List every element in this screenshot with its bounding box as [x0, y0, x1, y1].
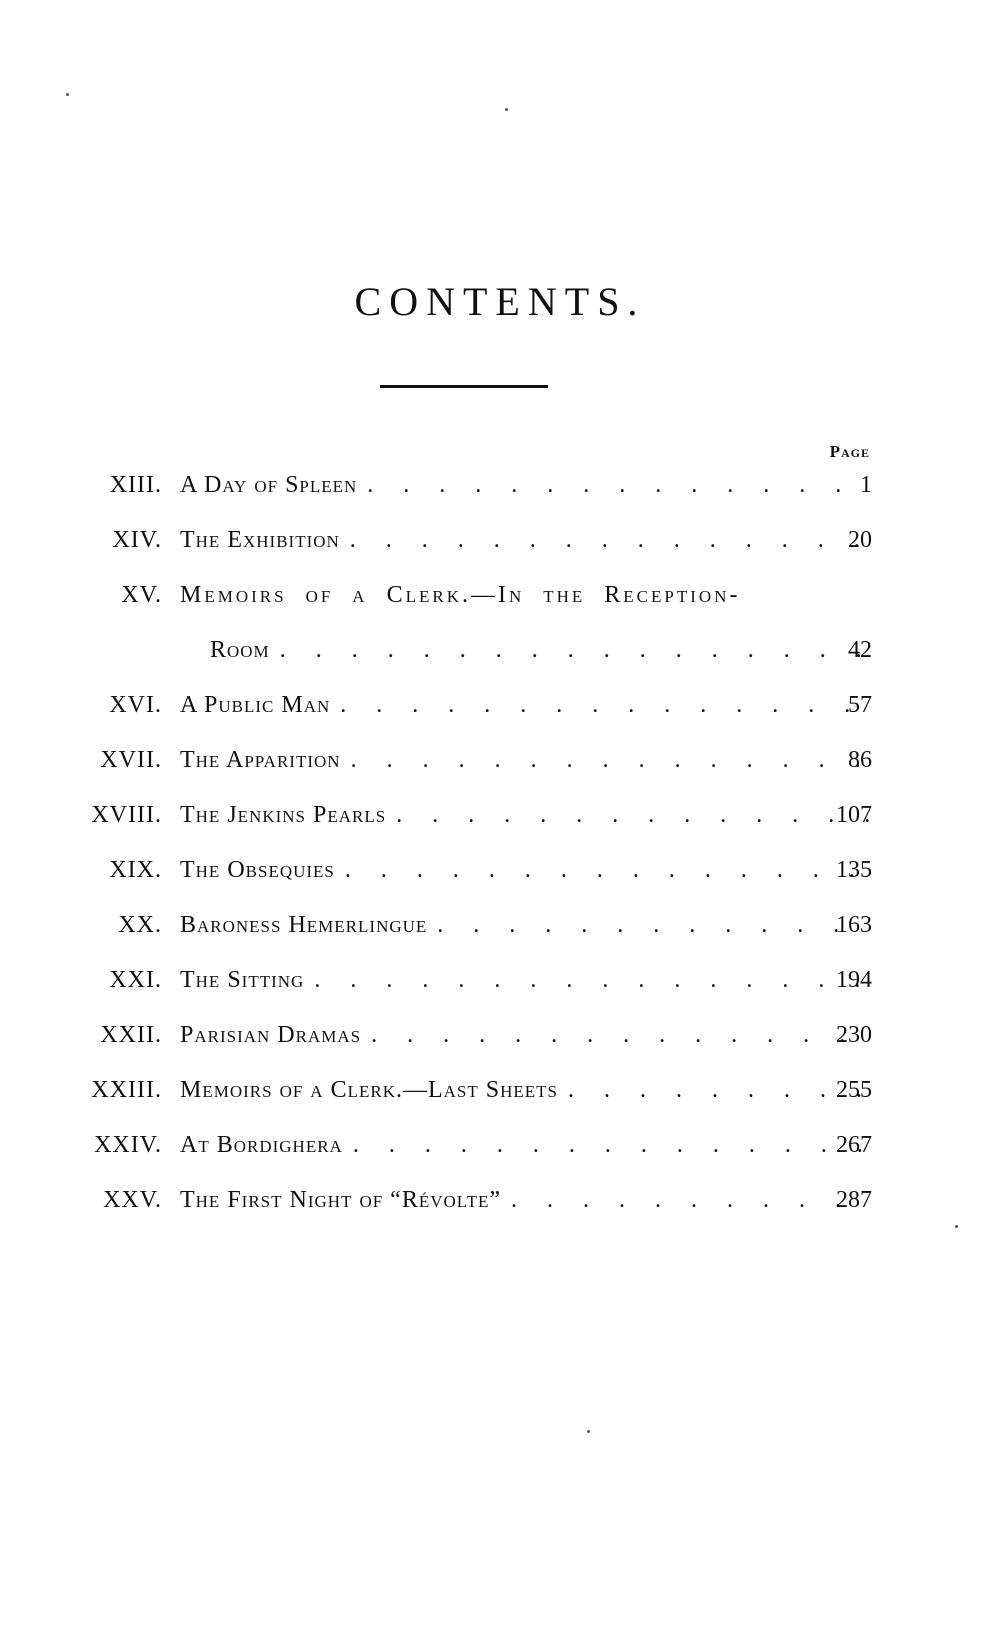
dot-leader: [280, 637, 870, 664]
dot-leader: [350, 527, 870, 554]
dot-leader: [371, 1022, 870, 1049]
table-of-contents: [0, 462, 1000, 1232]
toc-entry: [0, 957, 1000, 1012]
toc-entry: [0, 1012, 1000, 1067]
chapter-title: The Obsequies: [180, 857, 335, 883]
dot-leader: [396, 802, 870, 829]
chapter-title: The Apparition: [180, 747, 341, 773]
chapter-title: At Bordighera: [180, 1132, 343, 1158]
chapter-title: Memoirs of a Clerk.—Last Sheets: [180, 1077, 558, 1103]
chapter-number: XVII.: [100, 747, 162, 773]
dot-leader: [353, 1132, 870, 1159]
chapter-number: XIX.: [109, 857, 162, 883]
chapter-page: 230: [836, 1022, 872, 1048]
chapter-entry: [180, 1077, 870, 1104]
chapter-title: The Sitting: [180, 967, 305, 993]
chapter-entry: [180, 857, 870, 884]
chapter-page: 57: [848, 692, 872, 718]
chapter-entry: [180, 692, 870, 719]
dot-leader: [314, 967, 870, 994]
chapter-number: XV.: [121, 582, 162, 608]
paper-speck: [505, 108, 508, 111]
chapter-title: Parisian Dramas: [180, 1022, 362, 1048]
chapter-page: 1: [860, 472, 872, 498]
chapter-page: 86: [848, 747, 872, 773]
dot-leader: [351, 747, 870, 774]
chapter-entry: [180, 472, 870, 499]
toc-entry: [0, 1067, 1000, 1122]
chapter-title: Baroness Hemerlingue: [180, 912, 428, 938]
chapter-entry: [180, 912, 870, 939]
chapter-entry: [180, 1132, 870, 1159]
chapter-page: 107: [836, 802, 872, 828]
chapter-number: XXI.: [109, 967, 162, 993]
dot-leader: [340, 692, 870, 719]
chapter-number: XIV.: [112, 527, 162, 553]
chapter-title: The Exhibition: [180, 527, 340, 553]
chapter-entry: [210, 637, 870, 664]
paper-speck: [587, 1430, 590, 1433]
toc-entry: [0, 792, 1000, 847]
chapter-number: XVI.: [109, 692, 162, 718]
toc-entry: [0, 1122, 1000, 1177]
chapter-title: Memoirs of a Clerk.—In the Reception-: [180, 582, 741, 608]
toc-entry: [0, 462, 1000, 517]
chapter-title: The First Night of “Révolte”: [180, 1187, 502, 1213]
toc-entry: [0, 517, 1000, 572]
chapter-entry: [180, 747, 870, 774]
toc-entry-continued: [0, 627, 1000, 682]
chapter-page: 163: [836, 912, 872, 938]
chapter-title: A Public Man: [180, 692, 331, 718]
chapter-number: XXV.: [103, 1187, 162, 1213]
toc-entry: [0, 847, 1000, 902]
toc-entry: [0, 902, 1000, 957]
chapter-title: A Day of Spleen: [180, 472, 358, 498]
chapter-entry: [180, 1187, 870, 1214]
chapter-page: 42: [848, 637, 872, 663]
chapter-entry: [180, 802, 870, 829]
dot-leader: [367, 472, 870, 499]
chapter-title: Room: [210, 637, 270, 663]
chapter-page: 267: [836, 1132, 872, 1158]
chapter-entry: [180, 1022, 870, 1049]
chapter-page: 287: [836, 1187, 872, 1213]
chapter-title: The Jenkins Pearls: [180, 802, 387, 828]
paper-speck: [66, 93, 69, 96]
chapter-number: XXII.: [100, 1022, 162, 1048]
chapter-page: 135: [836, 857, 872, 883]
chapter-number: XXIII.: [91, 1077, 162, 1103]
chapter-number: XXIV.: [94, 1132, 162, 1158]
toc-entry: [0, 1177, 1000, 1232]
title-rule: [380, 385, 548, 388]
paper-speck: [955, 1225, 958, 1228]
chapter-page: 20: [848, 527, 872, 553]
page-column-heading: Page: [829, 442, 870, 461]
chapter-page: 194: [836, 967, 872, 993]
page-title: CONTENTS.: [354, 279, 646, 324]
toc-entry: [0, 737, 1000, 792]
dot-leader: [345, 857, 870, 884]
chapter-number: XVIII.: [91, 802, 162, 828]
chapter-page: 255: [836, 1077, 872, 1103]
chapter-entry: [180, 527, 870, 554]
toc-entry: [0, 572, 1000, 627]
chapter-number: XIII.: [109, 472, 162, 498]
chapter-entry: [180, 582, 795, 609]
chapter-number: XX.: [118, 912, 162, 938]
toc-entry: [0, 682, 1000, 737]
chapter-entry: [180, 967, 870, 994]
